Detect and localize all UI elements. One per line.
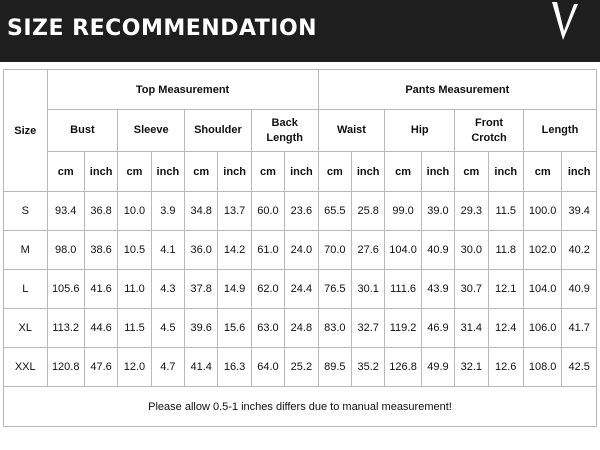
measurement-cell: 30.0 xyxy=(455,231,488,270)
measurement-cell: 76.5 xyxy=(318,270,351,309)
unit-header: inch xyxy=(562,152,597,192)
measurement-cell: 102.0 xyxy=(523,231,561,270)
measurement-cell: 46.9 xyxy=(421,309,454,348)
size-label: L xyxy=(4,270,48,309)
page-title: SIZE RECOMMENDATION xyxy=(7,16,318,41)
measurement-cell: 39.6 xyxy=(185,309,218,348)
measurement-cell: 49.9 xyxy=(421,348,454,387)
measurement-cell: 27.6 xyxy=(351,231,384,270)
measurement-cell: 24.4 xyxy=(285,270,318,309)
size-column-header: Size xyxy=(4,70,48,192)
waist-header: Waist xyxy=(318,110,385,152)
measurement-cell: 14.9 xyxy=(218,270,251,309)
measurement-cell: 34.8 xyxy=(185,192,218,231)
measurement-cell: 32.7 xyxy=(351,309,384,348)
front-crotch-header: Front Crotch xyxy=(455,110,524,152)
measurement-cell: 93.4 xyxy=(47,192,84,231)
measurement-cell: 47.6 xyxy=(84,348,117,387)
size-label: XXL xyxy=(4,348,48,387)
measurement-cell: 105.6 xyxy=(47,270,84,309)
measurement-cell: 38.6 xyxy=(84,231,117,270)
measurement-cell: 16.3 xyxy=(218,348,251,387)
measurement-cell: 24.0 xyxy=(285,231,318,270)
measurement-cell: 39.0 xyxy=(421,192,454,231)
table-row xyxy=(4,309,597,348)
measurement-note: Please allow 0.5-1 inches differs due to manual measurement! xyxy=(4,387,597,427)
measurement-cell: 43.9 xyxy=(421,270,454,309)
measurement-cell: 40.2 xyxy=(562,231,597,270)
measurement-cell: 11.0 xyxy=(118,270,151,309)
unit-header: inch xyxy=(351,152,384,192)
measurement-cell: 104.0 xyxy=(523,270,561,309)
unit-header: inch xyxy=(488,152,523,192)
measurement-cell: 12.1 xyxy=(488,270,523,309)
measurement-cell: 31.4 xyxy=(455,309,488,348)
measurement-cell: 126.8 xyxy=(385,348,421,387)
measurement-cell: 41.6 xyxy=(84,270,117,309)
pants-measurement-header: Pants Measurement xyxy=(318,70,596,110)
unit-header: inch xyxy=(421,152,454,192)
measurement-cell: 4.3 xyxy=(151,270,184,309)
measurement-cell: 44.6 xyxy=(84,309,117,348)
measurement-cell: 12.4 xyxy=(488,309,523,348)
unit-header: cm xyxy=(385,152,421,192)
top-measurement-header: Top Measurement xyxy=(47,70,318,110)
measurement-cell: 25.8 xyxy=(351,192,384,231)
unit-header: inch xyxy=(84,152,117,192)
measurement-cell: 11.8 xyxy=(488,231,523,270)
table-row xyxy=(4,231,597,270)
measurement-cell: 11.5 xyxy=(118,309,151,348)
measurement-cell: 62.0 xyxy=(251,270,284,309)
measurement-cell: 11.5 xyxy=(488,192,523,231)
measurement-cell: 4.7 xyxy=(151,348,184,387)
shoulder-header: Shoulder xyxy=(185,110,252,152)
measurement-cell: 29.3 xyxy=(455,192,488,231)
back-length-header: Back Length xyxy=(251,110,318,152)
measurement-cell: 14.2 xyxy=(218,231,251,270)
measurement-cell: 10.5 xyxy=(118,231,151,270)
unit-header: cm xyxy=(523,152,561,192)
measurement-cell: 113.2 xyxy=(47,309,84,348)
unit-header: cm xyxy=(47,152,84,192)
table-row xyxy=(4,270,597,309)
measurement-cell: 24.8 xyxy=(285,309,318,348)
size-label: M xyxy=(4,231,48,270)
measurement-cell: 83.0 xyxy=(318,309,351,348)
measurement-cell: 36.0 xyxy=(185,231,218,270)
measurement-cell: 32.1 xyxy=(455,348,488,387)
measurement-cell: 65.5 xyxy=(318,192,351,231)
length-header: Length xyxy=(523,110,596,152)
unit-header: cm xyxy=(185,152,218,192)
measurement-cell: 106.0 xyxy=(523,309,561,348)
measurement-cell: 64.0 xyxy=(251,348,284,387)
measurement-cell: 119.2 xyxy=(385,309,421,348)
header-banner xyxy=(0,0,600,62)
measurement-cell: 30.7 xyxy=(455,270,488,309)
measurement-cell: 63.0 xyxy=(251,309,284,348)
measurement-cell: 39.4 xyxy=(562,192,597,231)
measurement-cell: 30.1 xyxy=(351,270,384,309)
measurement-cell: 61.0 xyxy=(251,231,284,270)
measurement-cell: 4.1 xyxy=(151,231,184,270)
unit-header: inch xyxy=(218,152,251,192)
measurement-cell: 10.0 xyxy=(118,192,151,231)
measurement-cell: 23.6 xyxy=(285,192,318,231)
table-row xyxy=(4,348,597,387)
measurement-cell: 100.0 xyxy=(523,192,561,231)
unit-header: cm xyxy=(455,152,488,192)
measurement-cell: 120.8 xyxy=(47,348,84,387)
measurement-cell: 37.8 xyxy=(185,270,218,309)
unit-header: cm xyxy=(251,152,284,192)
measurement-cell: 40.9 xyxy=(562,270,597,309)
sleeve-header: Sleeve xyxy=(118,110,185,152)
measurement-cell: 41.7 xyxy=(562,309,597,348)
measurement-cell: 70.0 xyxy=(318,231,351,270)
checkmark-icon xyxy=(550,0,580,42)
size-label: S xyxy=(4,192,48,231)
unit-header: cm xyxy=(118,152,151,192)
size-chart-table xyxy=(3,69,597,427)
unit-header: inch xyxy=(151,152,184,192)
size-rows xyxy=(4,192,597,387)
measurement-cell: 104.0 xyxy=(385,231,421,270)
unit-header: cm xyxy=(318,152,351,192)
hip-header: Hip xyxy=(385,110,455,152)
measurement-cell: 36.8 xyxy=(84,192,117,231)
measurement-cell: 15.6 xyxy=(218,309,251,348)
measurement-cell: 25.2 xyxy=(285,348,318,387)
measurement-cell: 108.0 xyxy=(523,348,561,387)
unit-header: inch xyxy=(285,152,318,192)
measurement-cell: 3.9 xyxy=(151,192,184,231)
measurement-cell: 12.6 xyxy=(488,348,523,387)
table-row xyxy=(4,192,597,231)
measurement-cell: 4.5 xyxy=(151,309,184,348)
bust-header: Bust xyxy=(47,110,118,152)
measurement-cell: 99.0 xyxy=(385,192,421,231)
measurement-cell: 40.9 xyxy=(421,231,454,270)
size-label: XL xyxy=(4,309,48,348)
measurement-cell: 13.7 xyxy=(218,192,251,231)
measurement-cell: 111.6 xyxy=(385,270,421,309)
measurement-cell: 98.0 xyxy=(47,231,84,270)
measurement-cell: 12.0 xyxy=(118,348,151,387)
measurement-cell: 42.5 xyxy=(562,348,597,387)
measurement-cell: 35.2 xyxy=(351,348,384,387)
measurement-cell: 60.0 xyxy=(251,192,284,231)
measurement-cell: 41.4 xyxy=(185,348,218,387)
measurement-cell: 89.5 xyxy=(318,348,351,387)
